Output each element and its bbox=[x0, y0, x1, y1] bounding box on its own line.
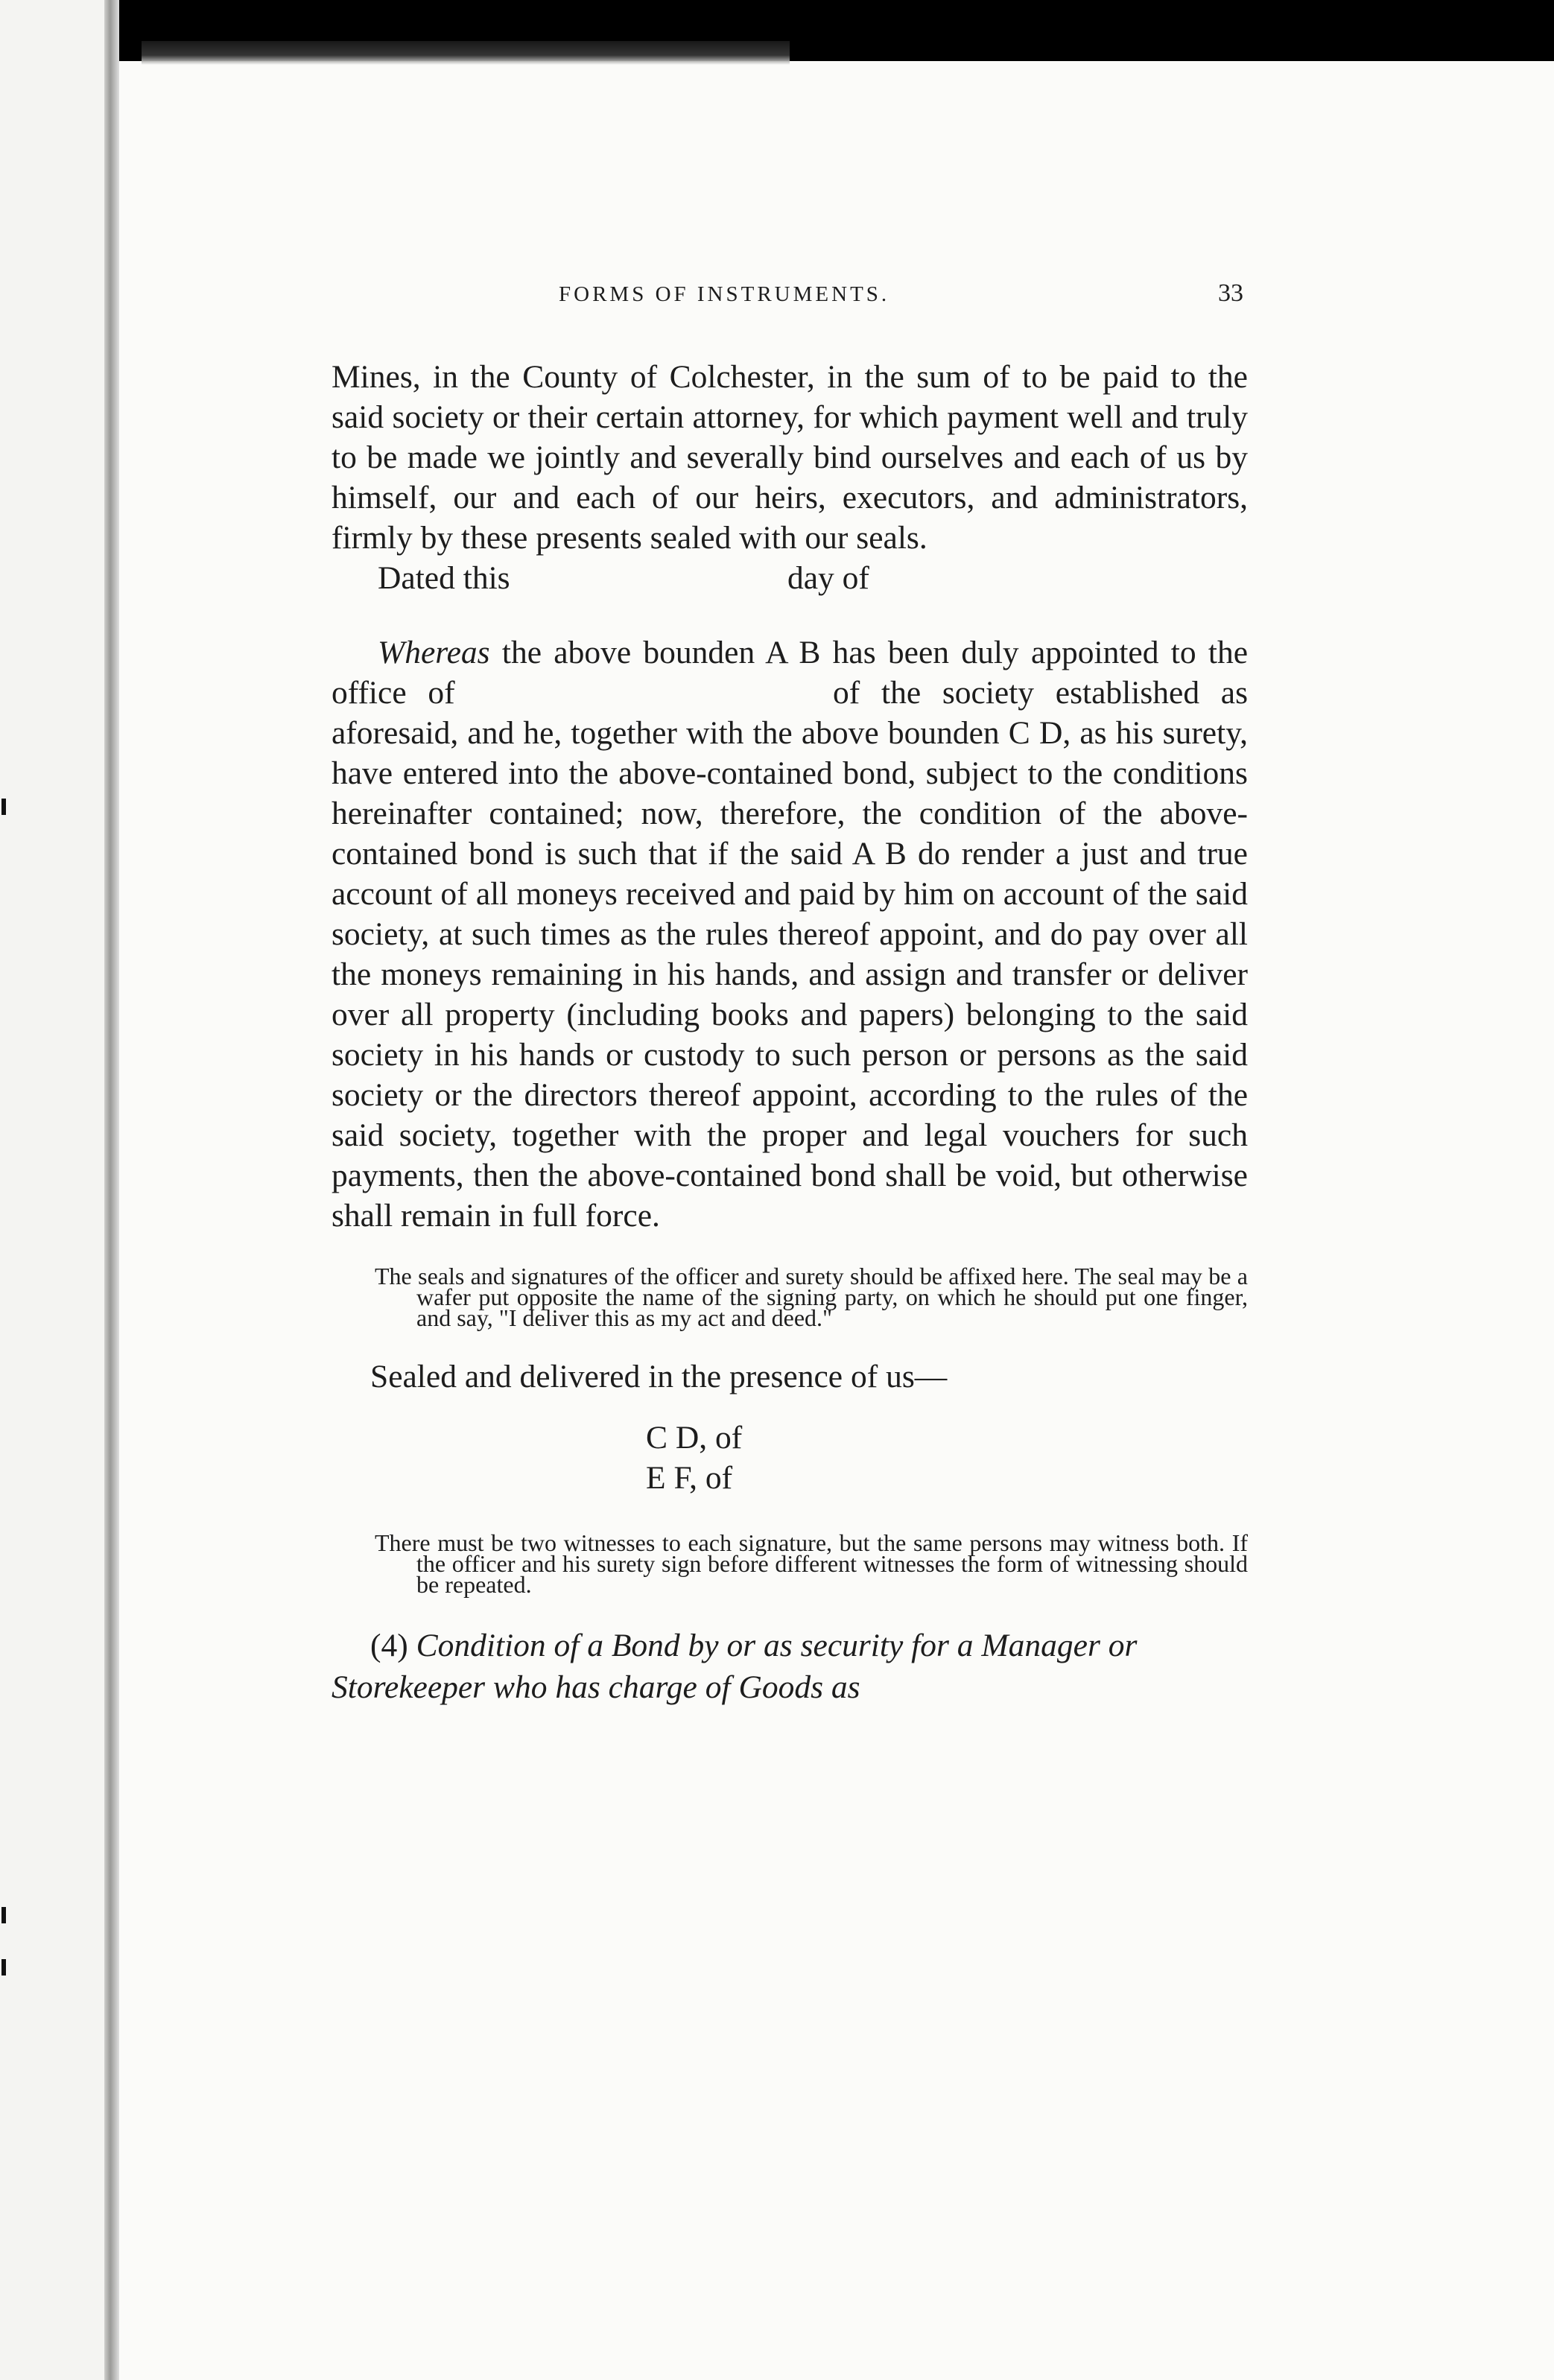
bond-paragraph: Mines, in the County of Colchester, in the sum of to be paid to the said society or their certain attorney, for which payment well and truly to be made we jointly and severally bind ourselves and each of us by himself, our and each of our heirs, executors, and administrators, firmly by these presents sealed with our seals. bbox=[332, 359, 1248, 556]
whereas-word: Whereas bbox=[378, 635, 490, 670]
book-gutter bbox=[104, 0, 119, 2380]
edge-mark bbox=[1, 1907, 6, 1923]
page-content bbox=[332, 279, 1248, 1708]
running-title: FORMS OF INSTRUMENTS. bbox=[559, 282, 890, 306]
running-head bbox=[332, 279, 1248, 321]
seals-note: The seals and signatures of the officer and surety should be affixed here. The seal may be a wafer put opposite the name of the signing party, on which he should put one finger, and say, "I deliver this as my act and deed." bbox=[375, 1263, 1248, 1331]
condition-body: established as aforesaid, and he, together with the above bounden C D, as his surety, have entered into the above-contained bond, subject to the conditions hereinafter contained; now, therefore, the condition of the above-contained bond is such that if the said A B do render a just and true account of all moneys received and paid by him on account of the said society, at such times as the rules thereof appoint, and do pay over all the moneys remaining in his hands, and assign and transfer or deliver over all property (including books and papers) belonging to the said society in his hands or custody to such person or persons as the said society or the directors thereof appoint, according to the rules of the said society, together with the proper and legal vouchers for such payments, then the above-contained bond shall be void, but otherwise shall remain in full force. bbox=[332, 675, 1249, 1234]
section-number: (4) bbox=[370, 1628, 408, 1663]
office-text: appointed to the office of bbox=[332, 635, 1248, 711]
dated-label: Dated this bbox=[378, 560, 510, 596]
section-heading bbox=[332, 1625, 1248, 1708]
edge-mark bbox=[1, 1959, 6, 1976]
witness-line: E F, of bbox=[646, 1460, 733, 1496]
page-number: 33 bbox=[1218, 279, 1243, 307]
edge-mark bbox=[1, 799, 6, 815]
society-text: of the society bbox=[833, 675, 1035, 711]
section-title: Condition of a Bond by or as security for a Manager or Storekeeper who has charge of Goods as bbox=[332, 1628, 1138, 1705]
sealed-line: Sealed and delivered in the presence of us— bbox=[370, 1359, 948, 1394]
scan-smudge bbox=[142, 41, 790, 65]
condition-paragraph bbox=[332, 632, 1248, 1236]
witnesses-note: There must be two witnesses to each signature, but the same persons may witness both. If the officer and his surety sign before different witnesses the form of witnessing should be repeated. bbox=[375, 1529, 1248, 1598]
witness-line: C D, of bbox=[646, 1420, 743, 1456]
condition-line-1: the above bounden A B has been duly bbox=[489, 635, 1019, 670]
previous-page-edge bbox=[0, 0, 104, 2380]
day-of-label: day of bbox=[787, 560, 869, 596]
dated-line bbox=[332, 558, 1248, 598]
bond-text bbox=[332, 357, 1248, 1236]
